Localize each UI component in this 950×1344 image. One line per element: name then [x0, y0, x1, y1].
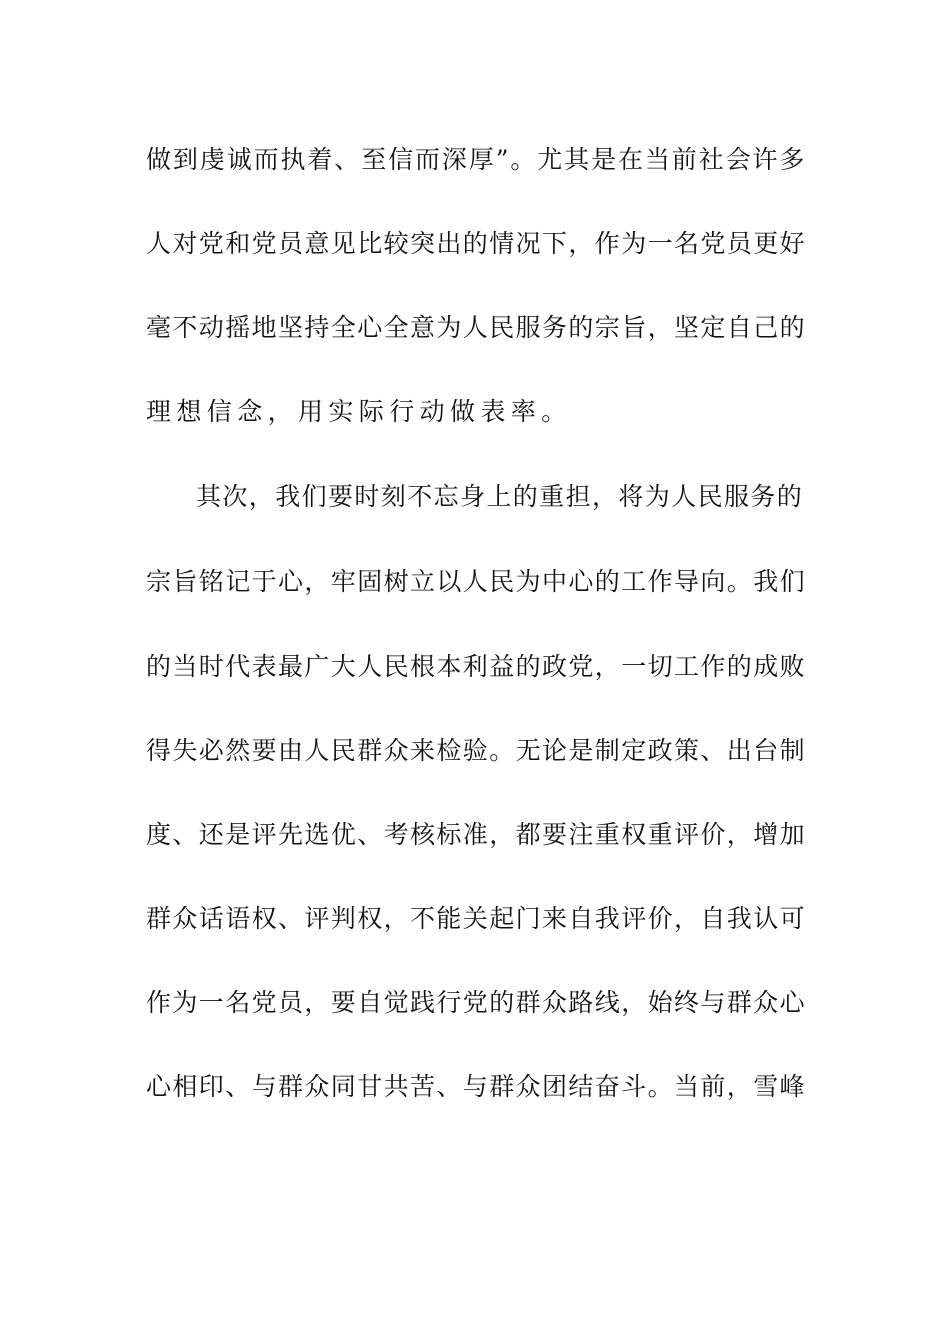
- text-line: 作为一名党员，要自觉践行党的群众路线，始终与群众心: [146, 988, 807, 1017]
- text-line: 人对党和党员意见比较突出的情况下，作为一名党员更好: [146, 229, 807, 258]
- text-line: 做到虔诚而执着、至信而深厚”。尤其是在当前社会许多: [146, 145, 807, 174]
- text-line: 宗旨铭记于心，牢固树立以人民为中心的工作导向。我们: [146, 567, 807, 596]
- text-line: 理想信念，用实际行动做表率。: [146, 397, 572, 426]
- text-line: 心相印、与群众同甘共苦、与群众团结奋斗。当前，雪峰: [146, 1072, 807, 1101]
- text-line: 得失必然要由人民群众来检验。无论是制定政策、出台制: [146, 736, 807, 765]
- paragraph-first-line: 其次，我们要时刻不忘身上的重担，将为人民服务的: [196, 482, 804, 511]
- text-line: 群众话语权、评判权，不能关起门来自我评价，自我认可: [146, 904, 807, 933]
- text-line: 毫不动摇地坚持全心全意为人民服务的宗旨，坚定自己的: [146, 313, 807, 342]
- text-line: 度、还是评先选优、考核标准，都要注重权重评价，增加: [146, 820, 807, 849]
- text-line: 的当时代表最广大人民根本利益的政党，一切工作的成败: [146, 652, 807, 681]
